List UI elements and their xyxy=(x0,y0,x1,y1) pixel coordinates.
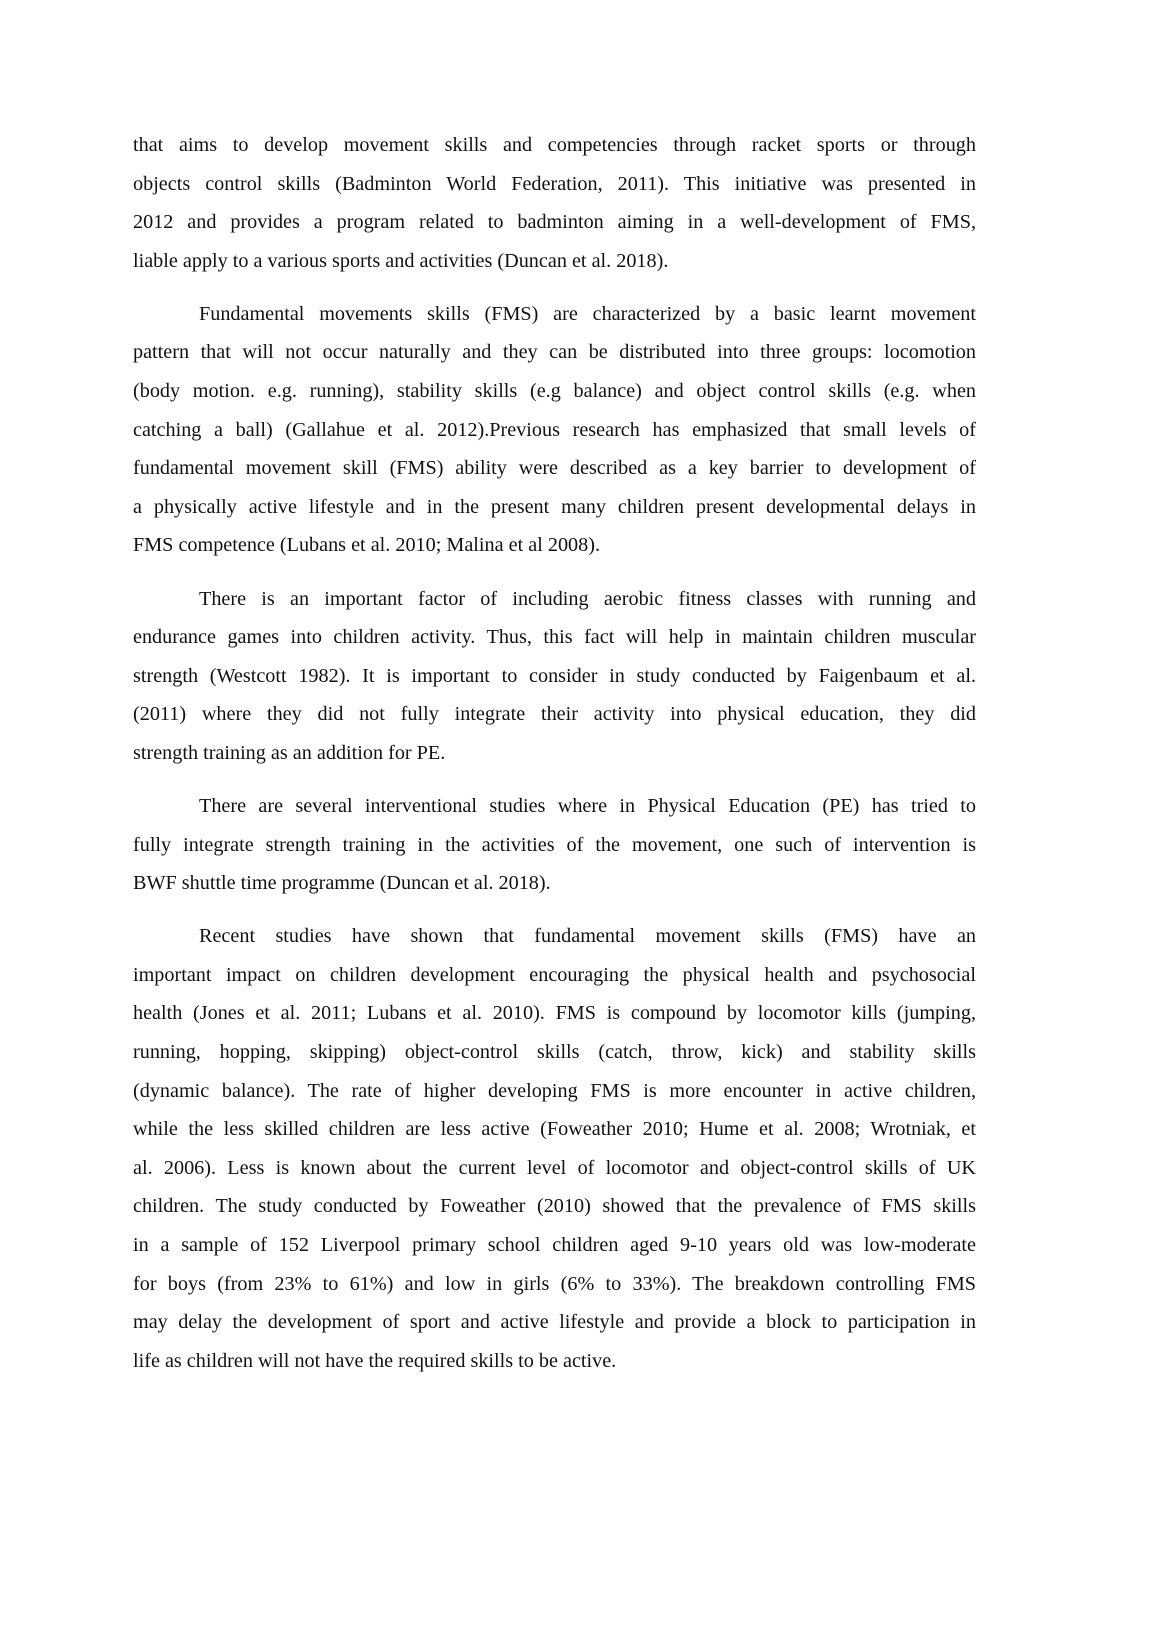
text-line: catching a ball) (Gallahue et al. 2012).Previous research has emphasized that small levels of xyxy=(133,418,976,441)
text-line: in a sample of 152 Liverpool primary school children aged 9-10 years old was low-moderate xyxy=(133,1234,976,1257)
paragraph xyxy=(133,580,976,773)
paragraph xyxy=(133,295,976,565)
text-line: (dynamic balance). The rate of higher developing FMS is more encounter in active children, xyxy=(133,1079,976,1102)
text-line: important impact on children development encouraging the physical health and psychosocial xyxy=(133,963,976,986)
text-line: objects control skills (Badminton World Federation, 2011). This initiative was presented in xyxy=(133,172,976,195)
text-line: while the less skilled children are less active (Foweather 2010; Hume et al. 2008; Wrotniak, et xyxy=(133,1118,976,1141)
paragraph xyxy=(133,126,976,280)
text-line: (2011) where they did not fully integrate their activity into physical education, they did xyxy=(133,703,976,726)
paragraph xyxy=(133,917,976,1380)
text-line: may delay the development of sport and active lifestyle and provide a block to participation in xyxy=(133,1311,976,1334)
text-line: a physically active lifestyle and in the present many children present developmental delays in xyxy=(133,495,976,518)
text-line: children. The study conducted by Foweather (2010) showed that the prevalence of FMS skills xyxy=(133,1195,976,1218)
text-line: fundamental movement skill (FMS) ability were described as a key barrier to development of xyxy=(133,457,976,480)
text-line: al. 2006). Less is known about the current level of locomotor and object-control skills of UK xyxy=(133,1156,976,1179)
document-page xyxy=(133,126,976,1395)
text-line: strength (Westcott 1982). It is important to consider in study conducted by Faigenbaum et al. xyxy=(133,664,976,687)
text-line: running, hopping, skipping) object-control skills (catch, throw, kick) and stability skills xyxy=(133,1041,976,1064)
text-line: Recent studies have shown that fundamental movement skills (FMS) have an xyxy=(199,925,976,948)
text-line: life as children will not have the required skills to be active. xyxy=(133,1349,617,1372)
text-line: pattern that will not occur naturally and they can be distributed into three groups: locomotion xyxy=(133,341,976,364)
text-line: health (Jones et al. 2011; Lubans et al. 2010). FMS is compound by locomotor kills (jumping, xyxy=(133,1002,976,1025)
text-line: 2012 and provides a program related to badminton aiming in a well-development of FMS, xyxy=(133,211,976,234)
text-line: strength training as an addition for PE. xyxy=(133,741,446,764)
text-line: fully integrate strength training in the activities of the movement, one such of intervention is xyxy=(133,833,976,856)
paragraph xyxy=(133,787,976,903)
text-line: for boys (from 23% to 61%) and low in girls (6% to 33%). The breakdown controlling FMS xyxy=(133,1272,976,1295)
text-line: that aims to develop movement skills and competencies through racket sports or through xyxy=(133,134,976,156)
text-line: FMS competence (Lubans et al. 2010; Malina et al 2008). xyxy=(133,534,601,557)
text-line: (body motion. e.g. running), stability skills (e.g balance) and object control skills (e.g. when xyxy=(133,380,976,403)
text-line: BWF shuttle time programme (Duncan et al. 2018). xyxy=(133,872,551,895)
text-line: Fundamental movements skills (FMS) are characterized by a basic learnt movement xyxy=(199,302,976,325)
text-line: There are several interventional studies where in Physical Education (PE) has tried to xyxy=(199,795,976,817)
text-line: There is an important factor of including aerobic fitness classes with running and xyxy=(199,587,976,610)
text-line: endurance games into children activity. Thus, this fact will help in maintain children muscular xyxy=(133,626,976,649)
text-line: liable apply to a various sports and activities (Duncan et al. 2018). xyxy=(133,249,669,272)
